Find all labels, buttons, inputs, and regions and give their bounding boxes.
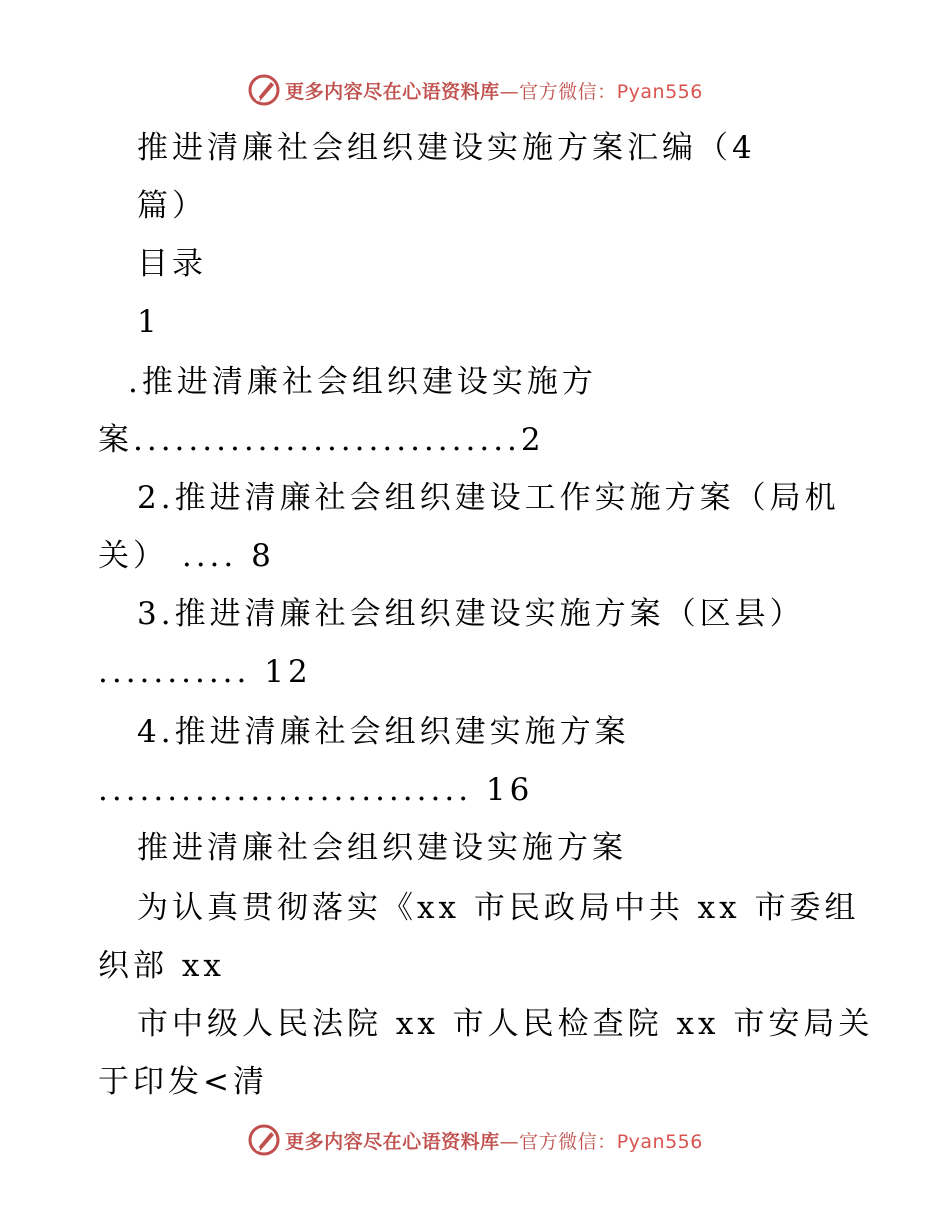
toc-entry-2-title: 2.推进清廉社会组织建设工作实施方案（局机 bbox=[137, 480, 840, 516]
document-title-line-2: 篇） bbox=[137, 188, 207, 224]
quill-pen-icon bbox=[247, 73, 281, 107]
watermark-site-text: 更多内容尽在心语资料库 bbox=[285, 80, 500, 103]
watermark-site-text: 更多内容尽在心语资料库 bbox=[285, 1130, 500, 1153]
document-title-line-1: 推进清廉社会组织建设实施方案汇编（4 bbox=[137, 130, 756, 166]
body-line-2: 织部 xx bbox=[98, 948, 225, 984]
toc-entry-3-title: 3.推进清廉社会组织建设实施方案（区县） bbox=[137, 596, 805, 632]
watermark-text bbox=[285, 1127, 703, 1154]
watermark-label: 官方微信： bbox=[519, 1130, 617, 1153]
toc-heading: 目录 bbox=[137, 246, 207, 282]
watermark-handle: Pyan556 bbox=[616, 1130, 703, 1153]
footer-watermark bbox=[0, 1120, 950, 1160]
body-line-3: 市中级人民法院 xx 市人民检查院 xx 市安局关 bbox=[137, 1006, 874, 1042]
section-title: 推进清廉社会组织建设实施方案 bbox=[137, 830, 627, 866]
body-line-4: 于印发<清 bbox=[98, 1064, 268, 1100]
quill-pen-icon bbox=[247, 1123, 281, 1157]
watermark-dash: — bbox=[499, 80, 520, 103]
header-watermark bbox=[0, 70, 950, 110]
watermark-handle: Pyan556 bbox=[616, 80, 703, 103]
toc-entry-3-page: ........... 12 bbox=[98, 654, 312, 690]
watermark-label: 官方微信： bbox=[519, 80, 617, 103]
toc-entry-1-number: 1 bbox=[137, 304, 161, 340]
body-line-1: 为认真贯彻落实《xx 市民政局中共 xx 市委组 bbox=[137, 890, 860, 926]
toc-entry-4-page: ........................... 16 bbox=[98, 772, 534, 808]
watermark-dash: — bbox=[499, 1130, 520, 1153]
toc-entry-1-page: 案............................2 bbox=[98, 422, 545, 458]
toc-entry-2-page: 关） .... 8 bbox=[98, 538, 275, 574]
toc-entry-1-title: .推进清廉社会组织建设实施方 bbox=[128, 364, 597, 400]
watermark-text bbox=[285, 77, 703, 104]
toc-entry-4-title: 4.推进清廉社会组织建实施方案 bbox=[137, 714, 630, 750]
